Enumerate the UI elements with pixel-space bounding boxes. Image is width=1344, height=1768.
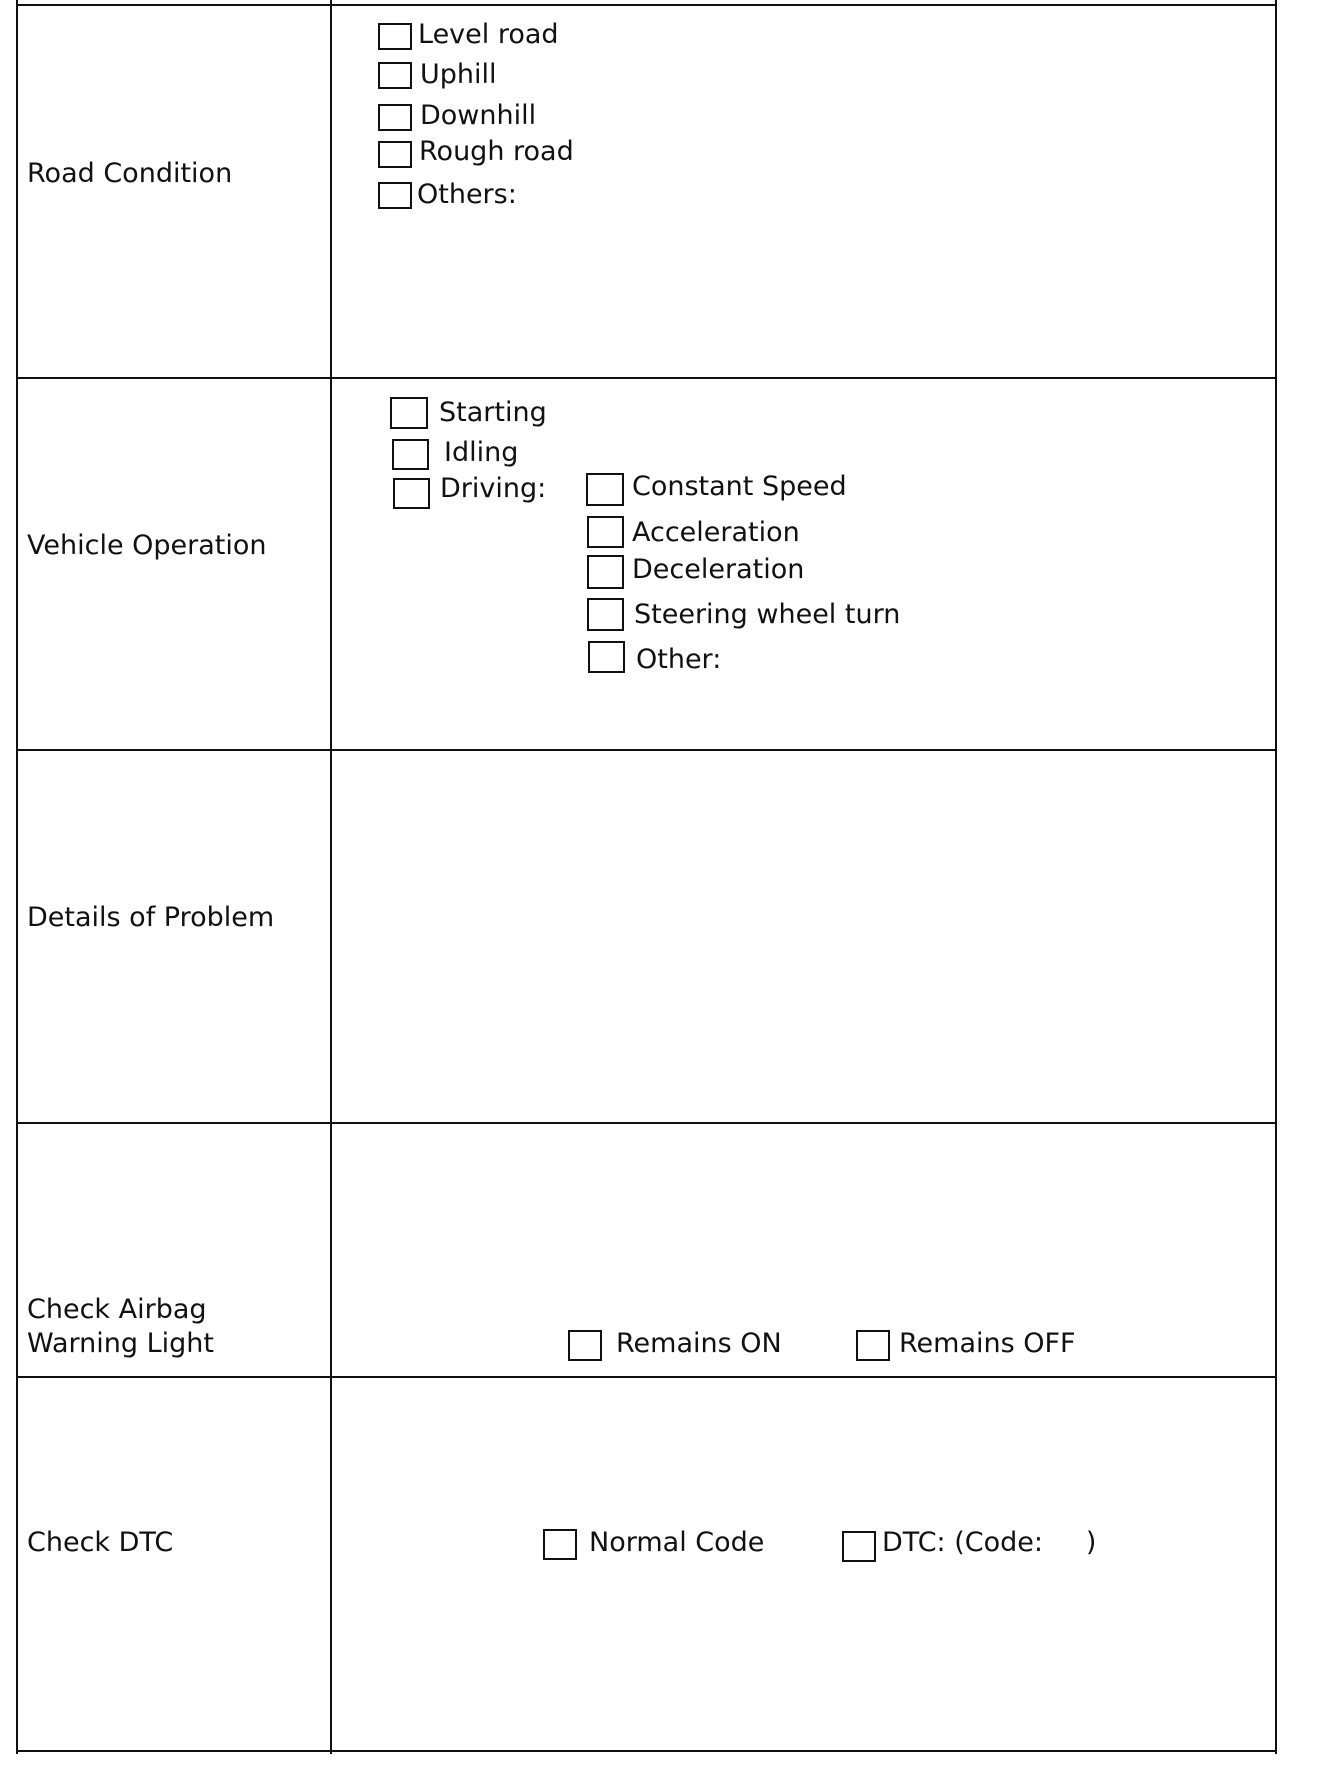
table-border-top (17, 4, 1276, 6)
constant-speed-checkbox[interactable] (586, 473, 624, 506)
airbag-warning-light-label-line2: Warning Light (27, 1328, 214, 1359)
steering-wheel-turn-option-label: Steering wheel turn (634, 599, 901, 630)
row-divider (17, 749, 1276, 751)
dtc-code-checkbox[interactable] (842, 1531, 876, 1562)
driving-checkbox[interactable] (393, 478, 430, 509)
airbag-warning-light-label-line1: Check Airbag (27, 1294, 207, 1325)
table-border-bottom (17, 1750, 1276, 1752)
table-border-right (1275, 0, 1277, 1754)
constant-speed-option-label: Constant Speed (632, 471, 847, 502)
remains-off-option-label: Remains OFF (899, 1328, 1076, 1359)
column-divider (330, 0, 332, 1754)
starting-checkbox[interactable] (390, 397, 428, 429)
remains-on-option-label: Remains ON (616, 1328, 782, 1359)
vehicle-operation-label: Vehicle Operation (27, 530, 267, 561)
downhill-option-label: Downhill (420, 100, 537, 131)
details-of-problem-field[interactable] (334, 753, 1273, 1120)
road-condition-label: Road Condition (27, 158, 233, 189)
acceleration-checkbox[interactable] (587, 516, 624, 548)
remains-on-checkbox[interactable] (568, 1330, 602, 1361)
details-of-problem-label: Details of Problem (27, 902, 275, 933)
idling-checkbox[interactable] (392, 439, 429, 470)
steering-wheel-turn-checkbox[interactable] (587, 598, 624, 631)
other-option-label: Other: (636, 644, 722, 675)
normal-code-checkbox[interactable] (543, 1529, 577, 1560)
level-road-option-label: Level road (418, 19, 559, 50)
deceleration-option-label: Deceleration (632, 554, 805, 585)
remains-off-checkbox[interactable] (856, 1330, 890, 1361)
dtc-code-option-label: DTC: (Code: ) (882, 1527, 1097, 1558)
row-divider (17, 1376, 1276, 1378)
table-border-left (16, 0, 18, 1754)
rough-road-option-label: Rough road (419, 136, 574, 167)
others-checkbox[interactable] (378, 182, 412, 209)
row-divider (17, 377, 1276, 379)
uphill-checkbox[interactable] (378, 62, 412, 89)
other-checkbox[interactable] (588, 641, 625, 673)
check-dtc-label: Check DTC (27, 1527, 174, 1558)
uphill-option-label: Uphill (420, 59, 497, 90)
others-option-label: Others: (417, 179, 517, 210)
driving-option-label: Driving: (440, 473, 547, 504)
level-road-checkbox[interactable] (378, 23, 412, 50)
starting-option-label: Starting (439, 397, 547, 428)
acceleration-option-label: Acceleration (632, 517, 800, 548)
rough-road-checkbox[interactable] (378, 141, 412, 168)
row-divider (17, 1122, 1276, 1124)
downhill-checkbox[interactable] (378, 104, 412, 131)
normal-code-option-label: Normal Code (589, 1527, 765, 1558)
idling-option-label: Idling (444, 437, 519, 468)
deceleration-checkbox[interactable] (587, 555, 624, 589)
